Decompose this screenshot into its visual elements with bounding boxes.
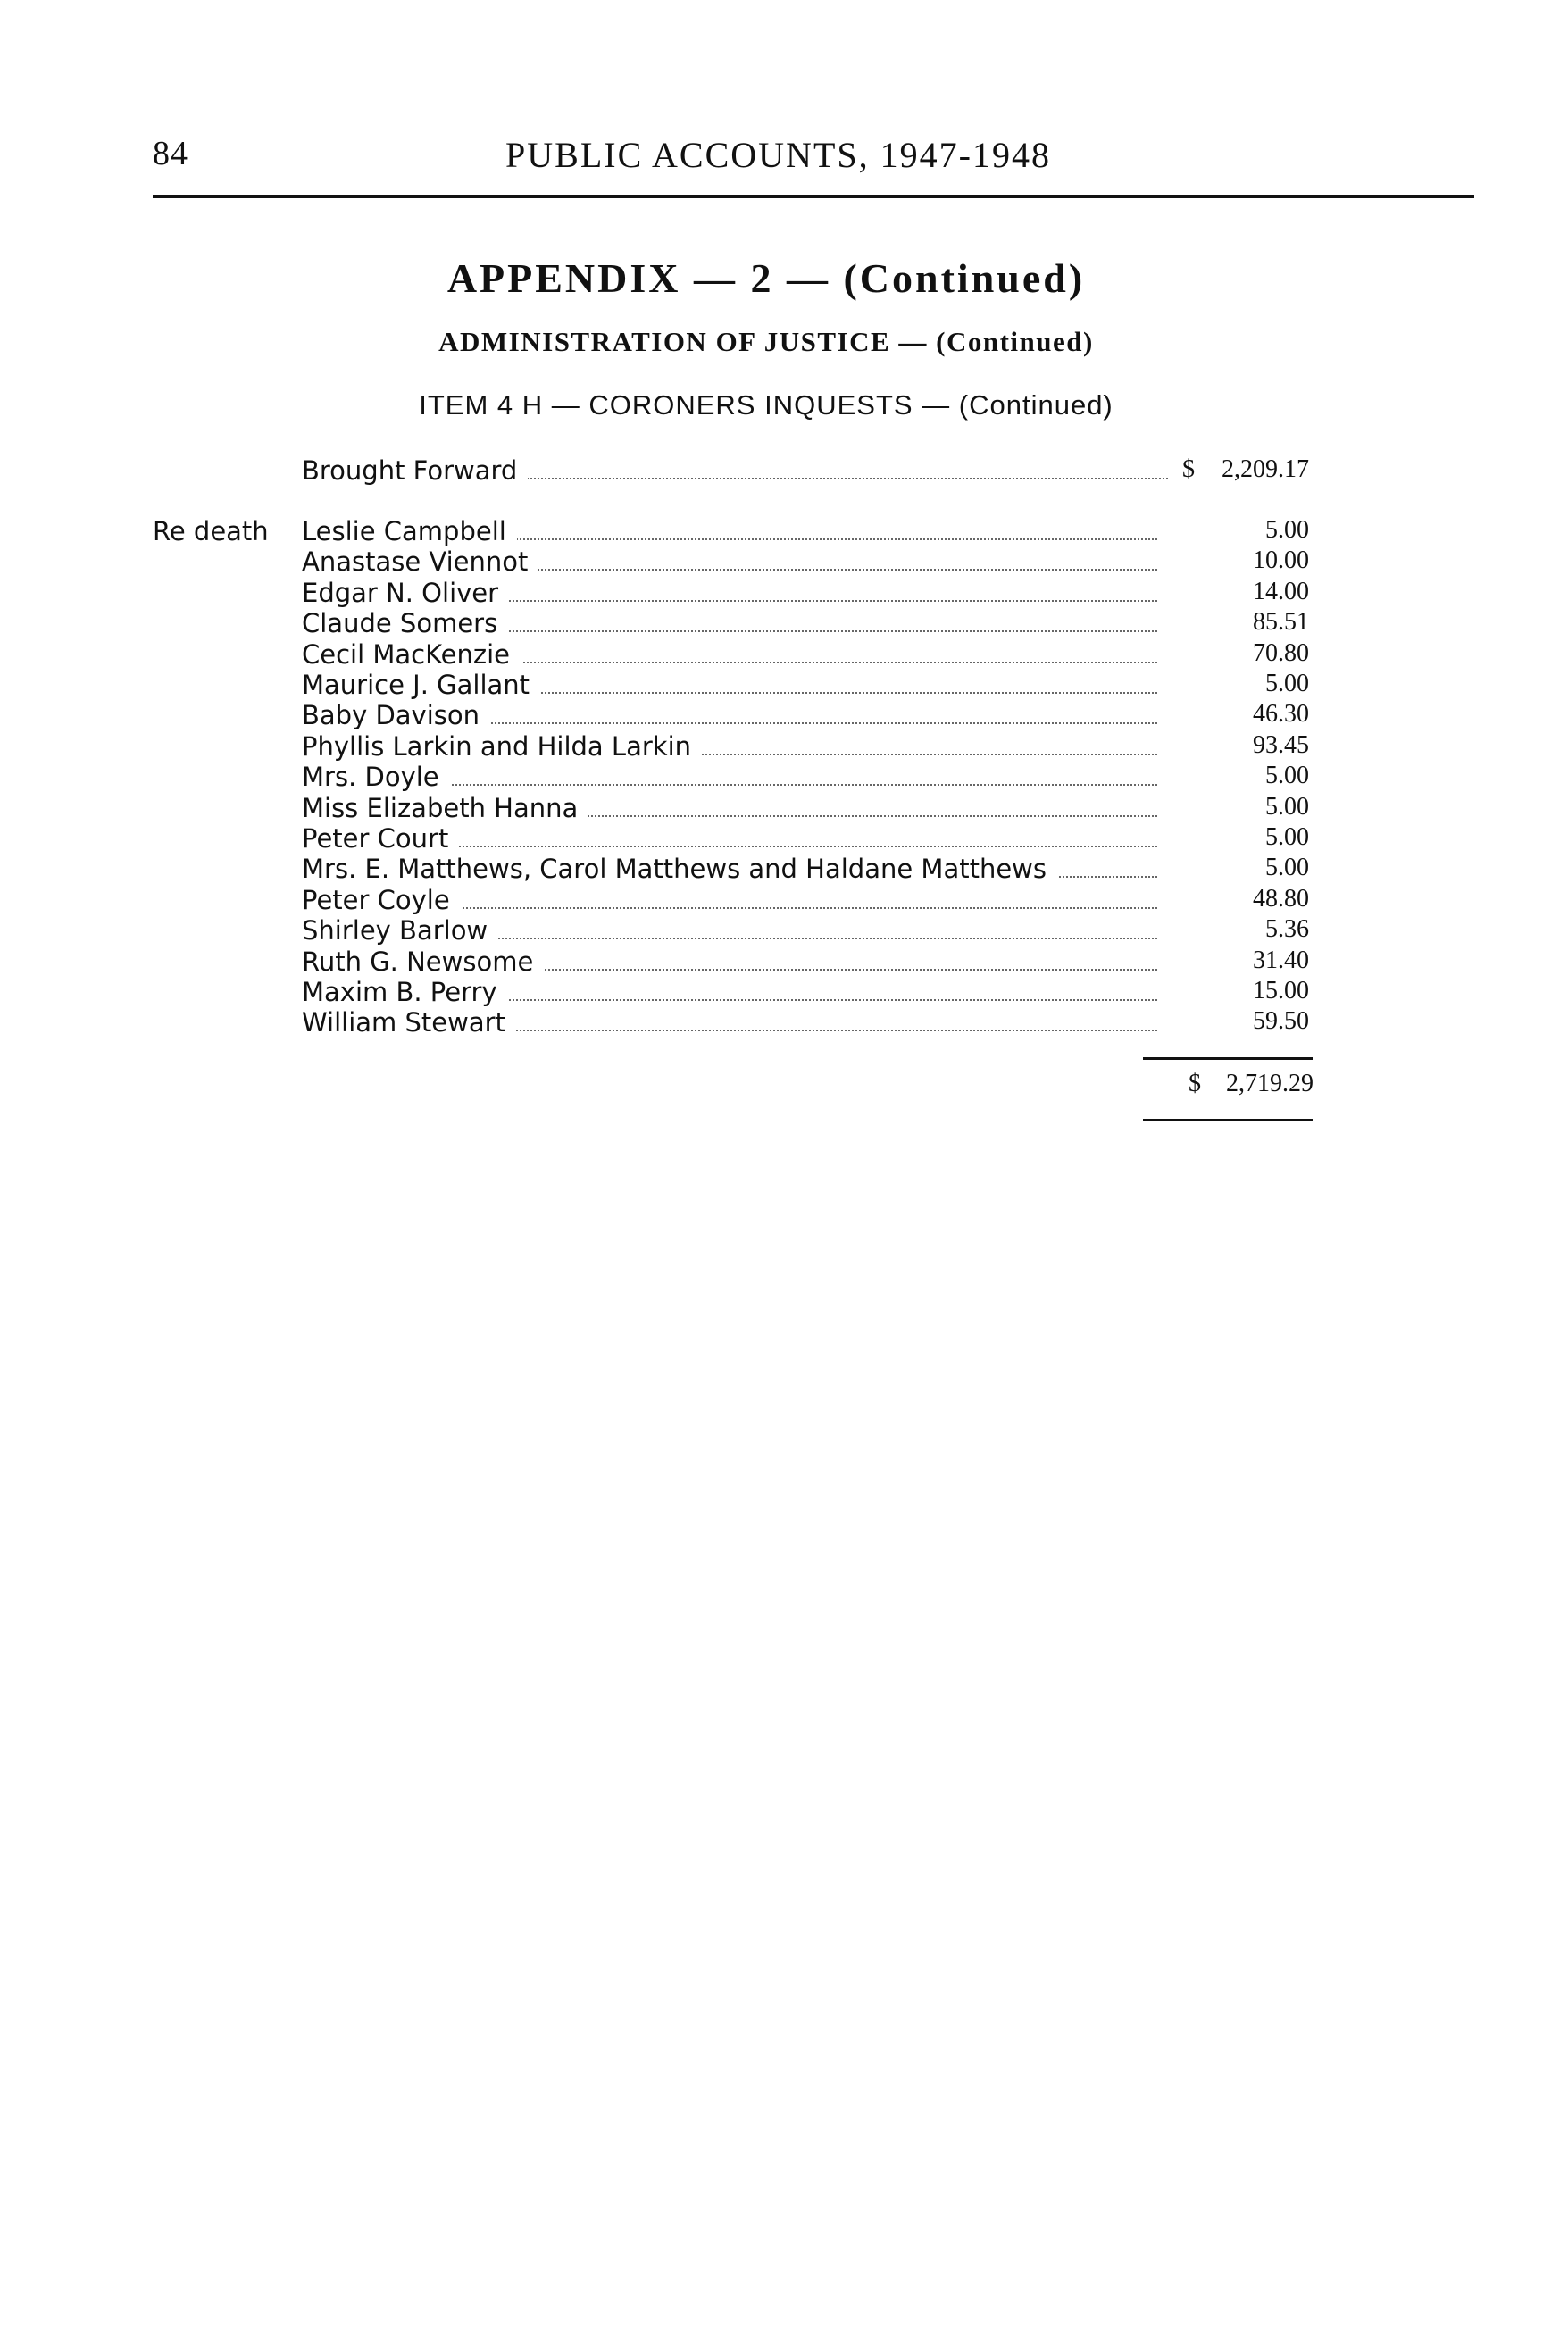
entry-amount: 85.51 xyxy=(1198,608,1309,637)
total-rule-top xyxy=(1143,1057,1313,1060)
page-header xyxy=(153,134,1474,188)
entry-amount: 14.00 xyxy=(1198,578,1309,606)
brought-forward-row xyxy=(302,455,1309,486)
entry-amount: 5.00 xyxy=(1198,762,1309,790)
entry-row xyxy=(302,762,1309,793)
entry-row xyxy=(302,915,1309,946)
entry-row xyxy=(302,730,1309,762)
header-rule xyxy=(153,195,1474,198)
brought-forward-amount: 2,209.17 xyxy=(1198,455,1309,484)
entry-name: Ruth G. Newsome xyxy=(302,946,544,977)
entry-amount: 46.30 xyxy=(1198,700,1309,729)
entry-row xyxy=(302,700,1309,731)
entry-name: Shirley Barlow xyxy=(302,915,498,946)
entry-amount: 10.00 xyxy=(1198,546,1309,575)
entry-amount: 15.00 xyxy=(1198,977,1309,1005)
entry-amount: 5.00 xyxy=(1198,670,1309,698)
entry-amount: 5.00 xyxy=(1198,793,1309,821)
entry-amount: 59.50 xyxy=(1198,1007,1309,1036)
entry-amount: 70.80 xyxy=(1198,639,1309,668)
entry-row xyxy=(302,638,1309,670)
total-row xyxy=(1189,1070,1314,1102)
entry-row xyxy=(302,608,1309,639)
brought-forward-label: Brought Forward xyxy=(302,455,528,486)
brought-forward-currency: $ xyxy=(1182,455,1195,483)
entry-name: Anastase Viennot xyxy=(302,546,538,577)
appendix-title: APPENDIX — 2 — (Continued) xyxy=(446,255,1086,301)
total-rule-bottom xyxy=(1143,1119,1313,1121)
entry-name: Peter Court xyxy=(302,823,459,854)
entry-row xyxy=(302,546,1309,578)
entry-amount: 5.36 xyxy=(1198,915,1309,944)
entry-name: William Stewart xyxy=(302,1007,516,1038)
total-amount: 2,719.29 xyxy=(1226,1070,1314,1097)
entry-amount: 31.40 xyxy=(1198,946,1309,975)
entry-name: Edgar N. Oliver xyxy=(302,578,509,608)
entry-name: Maxim B. Perry xyxy=(302,977,508,1007)
entry-name: Claude Somers xyxy=(302,608,508,638)
entry-row xyxy=(302,823,1309,854)
entry-amount: 5.00 xyxy=(1198,854,1309,882)
entry-name: Cecil MacKenzie xyxy=(302,639,521,670)
entry-name: Peter Coyle xyxy=(302,885,461,915)
entry-row xyxy=(302,854,1309,885)
entry-amount: 5.00 xyxy=(1198,516,1309,545)
running-title: PUBLIC ACCOUNTS, 1947-1948 xyxy=(505,135,1051,175)
entry-row xyxy=(302,977,1309,1007)
entry-name: Mrs. Doyle xyxy=(302,762,450,792)
entry-name: Baby Davison xyxy=(302,700,490,730)
entry-amount: 5.00 xyxy=(1198,823,1309,852)
entry-name: Leslie Campbell xyxy=(302,516,517,546)
entry-row xyxy=(302,946,1309,977)
item-title: ITEM 4 H — CORONERS INQUESTS — (Continued) xyxy=(419,389,1113,421)
entry-row xyxy=(302,577,1309,608)
entry-name: Mrs. E. Matthews, Carol Matthews and Haldane Matthews xyxy=(302,854,1057,884)
entry-row xyxy=(302,670,1309,700)
entry-row xyxy=(302,1007,1309,1038)
total-currency: $ xyxy=(1189,1070,1201,1097)
entry-row xyxy=(302,792,1309,823)
entry-name: Miss Elizabeth Hanna xyxy=(302,793,588,823)
entry-name: Phyllis Larkin and Hilda Larkin xyxy=(302,731,702,762)
page-number: 84 xyxy=(153,135,188,172)
re-death-prefix: Re death xyxy=(153,516,269,546)
entry-amount: 93.45 xyxy=(1198,731,1309,760)
entry-name: Maurice J. Gallant xyxy=(302,670,540,700)
entry-amount: 48.80 xyxy=(1198,885,1309,913)
entry-row xyxy=(302,884,1309,915)
section-title: ADMINISTRATION OF JUSTICE — (Continued) xyxy=(438,326,1094,357)
entry-row xyxy=(302,516,1309,546)
